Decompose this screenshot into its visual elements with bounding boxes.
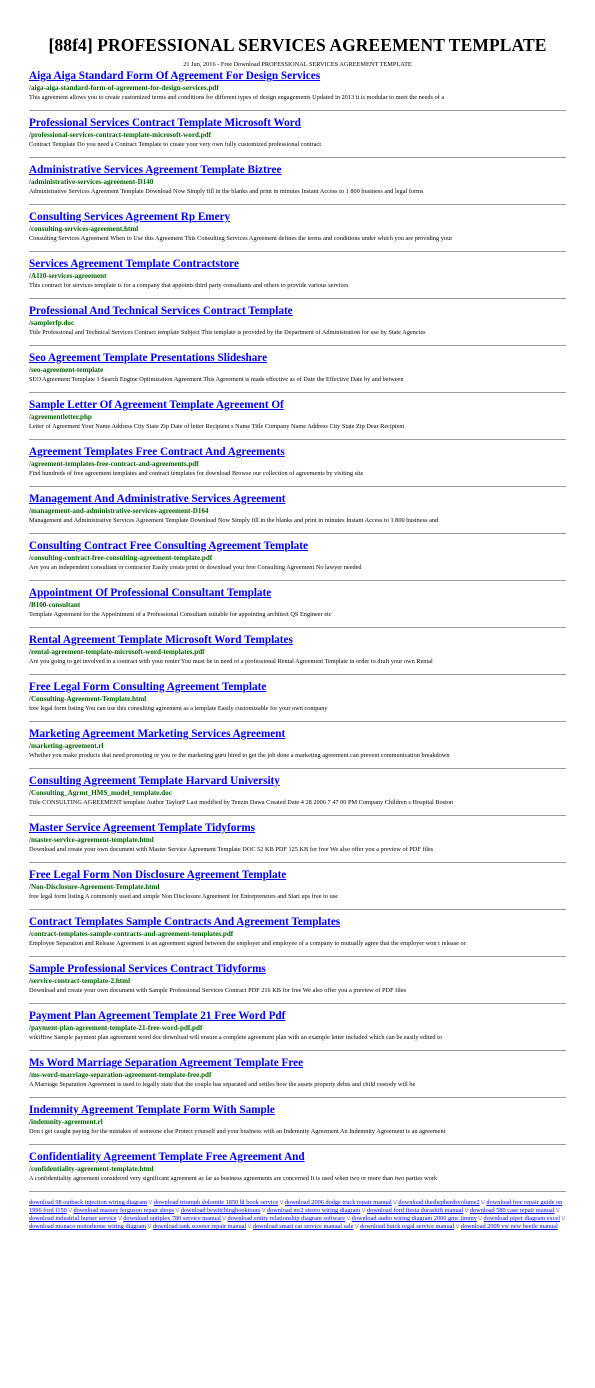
divider — [29, 674, 566, 675]
footer-separator: \/ — [68, 1207, 72, 1215]
result-description: Download and create your own document with Master Service Agreement Template DOC 52 KB PDF 125 KB for free We also offer you a preview of PDF files — [29, 846, 434, 853]
result-item — [29, 775, 566, 816]
result-description: Title CONSULTING AGREEMENT template Author TaylorP Last modified by Tenzin Dawa Created Date 4 28 2006 7 47 00 PM Company Children s Hospital Boston — [29, 799, 454, 806]
result-url: /contract-templates-sample-contracts-and-agreement-templates.pdf — [29, 930, 234, 938]
result-url: /rental-agreement-template-microsoft-word-templates.pdf — [29, 648, 205, 656]
result-item — [29, 258, 566, 299]
result-description: Whether you make products that need promoting or you re the marketing guru hired to get the job done a marketing agreement can prevent communication breakdown — [29, 752, 450, 759]
result-item — [29, 70, 566, 111]
result-description: Contract Template Do you need a Contract Template to create your very own fully customized professional contract — [29, 141, 321, 148]
result-item — [29, 869, 566, 910]
result-description: Management and Administrative Services Agreement Template Download Now Simply fill in the blanks and print in minutes Instant Access to 1 800 business and — [29, 517, 439, 524]
result-item — [29, 1010, 566, 1051]
result-url: /seo-agreement-template — [29, 366, 104, 374]
result-title-link[interactable]: Sample Professional Services Contract Tidyforms — [29, 963, 266, 975]
footer-link[interactable]: download massey ferguson repair shops — [73, 1207, 175, 1215]
result-url: /confidentiality-agreement-template.html — [29, 1165, 154, 1173]
footer-link[interactable]: download bewitchingbooktours — [180, 1207, 261, 1215]
divider — [29, 815, 566, 816]
footer-separator: \/ — [561, 1215, 566, 1223]
divider — [29, 721, 566, 722]
result-item — [29, 493, 566, 534]
result-description: Administrative Services Agreement Template Download Now Simply fill in the blanks and print in minutes Instant Access to 1 800 business and legal forms — [29, 188, 424, 195]
result-title-link[interactable]: Contract Templates Sample Contracts And Agreement Templates — [29, 916, 341, 928]
result-title-link[interactable]: Rental Agreement Template Microsoft Word Templates — [29, 634, 293, 646]
result-description: free legal form listing A commonly used and simple Non Disclosure Agreement for Entrepreneurs and Start ups free to use — [29, 893, 338, 900]
result-item — [29, 681, 566, 722]
result-item — [29, 916, 566, 957]
result-description: This agreement allows you to create customized terms and conditions for different types of design engagements Updated in 2013 it is modular to meet the needs of a — [29, 94, 445, 101]
result-title-link[interactable]: Consulting Services Agreement Rp Emery — [29, 211, 231, 223]
result-title-link[interactable]: Consulting Agreement Template Harvard University — [29, 775, 280, 787]
result-description: Template Agreement for the Appointment of a Professional Consultant suitable for appointing architect QS Engineer etc — [29, 611, 332, 618]
footer-separator: \/ — [393, 1199, 397, 1206]
divider — [29, 1050, 566, 1051]
result-description: A confidentiality agreement considered very significant agreement as far as business agreements are concerned It is used when two or more than two parties work — [29, 1175, 438, 1182]
footer-separator: \/ — [247, 1223, 252, 1231]
result-title-link[interactable]: Services Agreement Template Contractstore — [29, 258, 239, 270]
divider — [29, 1191, 566, 1192]
footer-separator: \/ — [346, 1215, 351, 1223]
result-item — [29, 963, 566, 1004]
result-item — [29, 634, 566, 675]
result-url: /A110-services-agreement — [29, 272, 107, 280]
result-description: Download and create your own document with Sample Professional Services Contract PDF 216 KB for free We also offer you a preview of PDF files — [29, 987, 406, 994]
result-title-link[interactable]: Marketing Agreement Marketing Services Agreement — [29, 728, 286, 740]
result-description: This contract for services template is for a company that appoints third party consultants and others to provide various services — [29, 282, 349, 289]
divider — [29, 1097, 566, 1098]
result-item — [29, 211, 566, 252]
result-description: Are you going to get involved in a contract with your renter You must be in need of a professional Rental Agreement Template in order to draft your own Rental — [29, 658, 433, 665]
footer-separator: \/ — [148, 1199, 153, 1206]
result-description: A Marriage Separation Agreement is used to legally state that the couple has separated and settles how the assets property debts and child custody will be — [29, 1081, 416, 1088]
divider — [29, 298, 566, 299]
result-item — [29, 728, 566, 769]
result-title-link[interactable]: Confidentiality Agreement Template Free Agreement And — [29, 1151, 305, 1163]
result-url: /aiga-aiga-standard-form-of-agreement-for-design-services.pdf — [29, 84, 219, 92]
result-item — [29, 822, 566, 863]
result-url: /Non-Disclosure-Agreement-Template.html — [29, 883, 160, 891]
result-title-link[interactable]: Agreement Templates Free Contract And Agreements — [29, 446, 285, 458]
divider — [29, 110, 566, 111]
result-title-link[interactable]: Indemnity Agreement Template Form With Sample — [29, 1104, 275, 1116]
result-description: Employee Separation and Release Agreement is an agreement signed between the employer and employee of a company to mutually agree that the employer won t release or — [29, 940, 466, 947]
footer-link[interactable]: download 2006 dodge truck repair manual — [284, 1199, 392, 1206]
footer-link[interactable]: download piper diagram excel — [483, 1215, 560, 1223]
footer-separator: \/ — [147, 1223, 152, 1231]
divider — [29, 956, 566, 957]
result-url: /agreementletter.php — [29, 413, 92, 421]
result-url: /samplerfp.doc — [29, 319, 75, 327]
divider — [29, 1003, 566, 1004]
result-url: /indemnity-agreement.rl — [29, 1118, 103, 1126]
page-subtitle: 21 Jun, 2016 - Free Download PROFESSIONAL SERVICES AGREEMENT TEMPLATE — [183, 61, 412, 68]
divider — [29, 533, 566, 534]
footer-separator: \/ — [361, 1207, 366, 1215]
divider — [29, 157, 566, 158]
result-url: /administrative-services-agreement-D140 — [29, 178, 154, 186]
footer-links — [29, 1199, 566, 1231]
result-item — [29, 1151, 566, 1192]
result-item — [29, 164, 566, 205]
result-item — [29, 352, 566, 393]
result-url: /consulting-services-agreement.html — [29, 225, 139, 233]
footer-separator: \/ — [175, 1207, 180, 1215]
result-title-link[interactable]: Management And Administrative Services Agreement — [29, 493, 286, 505]
result-item — [29, 540, 566, 581]
result-title-link[interactable]: Appointment Of Professional Consultant Template — [29, 587, 272, 599]
divider — [29, 486, 566, 487]
result-url: /marketing-agreement.rl — [29, 742, 104, 750]
result-description: Title Professional and Technical Services Contract template Subject This template is provided by the Department of Administration for use by State Agencies — [29, 329, 426, 336]
result-description: Letter of Agreement Your Name Address City State Zip Date of letter Recipient s Name Title Company Name Address City State Zip Dear Recipient — [29, 423, 405, 430]
footer-separator: \/ — [478, 1215, 482, 1223]
footer-link[interactable]: download theshepherdsvolume2 — [398, 1199, 480, 1206]
divider — [29, 580, 566, 581]
divider — [29, 439, 566, 440]
footer-separator: \/ — [261, 1207, 266, 1215]
result-url: /payment-plan-agreement-template-21-free-word-pdf.pdf — [29, 1024, 203, 1032]
footer-link[interactable]: download smart car service manual sale — [252, 1223, 354, 1231]
result-url: /master-service-agreement-template.html — [29, 836, 154, 844]
footer-link[interactable]: download audio wiring diagram 2000 gmc jimmy — [351, 1215, 477, 1223]
result-url: /consulting-contract-free-consulting-agreement-template.pdf — [29, 554, 213, 562]
divider — [29, 392, 566, 393]
footer-link[interactable]: download free repair guide on 1996 ford f150 — [29, 1199, 563, 1215]
footer-link[interactable]: download tank scooter repair manual — [152, 1223, 247, 1231]
footer-link[interactable]: download monaco motorhome wiring diagram — [29, 1223, 147, 1231]
result-title-link[interactable]: Seo Agreement Template Presentations Slideshare — [29, 352, 268, 364]
result-url: /agreement-templates-free-contract-and-agreements.pdf — [29, 460, 199, 468]
result-item — [29, 305, 566, 346]
result-url: /ms-word-marriage-separation-agreement-template-free.pdf — [29, 1071, 212, 1079]
footer-link[interactable]: download ford fiesta durashift manual — [367, 1207, 464, 1215]
result-title-link[interactable]: Aiga Aiga Standard Form Of Agreement For Design Services — [29, 70, 321, 82]
result-title-link[interactable]: Professional And Technical Services Contract Template — [29, 305, 293, 317]
divider — [29, 345, 566, 346]
footer-link[interactable]: download buick regal service manual — [360, 1223, 455, 1231]
result-url: /service-contract-template-2.html — [29, 977, 131, 985]
footer-link[interactable]: download optiplex 780 service manual — [123, 1215, 221, 1223]
footer-separator: \/ — [455, 1223, 460, 1231]
result-description: Consulting Services Agreement When to Use this Agreement This Consulting Services Agreement defines the terms and conditions under which you are providing your — [29, 235, 453, 242]
divider — [29, 768, 566, 769]
result-url: /B100-consultant — [29, 601, 81, 609]
result-title-link[interactable]: Free Legal Form Non Disclosure Agreement Template — [29, 869, 287, 881]
result-url: /Consulting_Agrmt_HMS_model_template.doc — [29, 789, 172, 797]
result-url: /professional-services-contract-template-microsoft-word.pdf — [29, 131, 211, 139]
result-description: SEO Agreement Template 1 Search Engine Optimization Agreement This Agreement is made effective as of Date the Effective Date by and between — [29, 376, 404, 383]
footer-link[interactable]: download industrial burner service — [29, 1215, 117, 1223]
footer-link[interactable]: download triumph dolomite 1850 hl book service — [153, 1199, 279, 1206]
result-title-link[interactable]: Consulting Contract Free Consulting Agreement Template — [29, 540, 308, 552]
divider — [29, 251, 566, 252]
footer-separator: \/ — [464, 1207, 469, 1215]
result-description: Find hundreds of free agreement templates and contract templates for download Browse our collection of agreements by visiting site — [29, 470, 364, 477]
result-url: /Consulting-Agreement-Template.html — [29, 695, 147, 703]
result-description: free legal form listing You can use this consulting agreement as a template Easily customizable for your own company — [29, 705, 328, 712]
result-item — [29, 399, 566, 440]
footer-link[interactable]: download mr2 stereo wiring diagram — [266, 1207, 361, 1215]
footer-link[interactable]: download 98 outback injection wiring diagram — [29, 1199, 148, 1206]
result-item — [29, 1057, 566, 1098]
result-title-link[interactable]: Ms Word Marriage Separation Agreement Template Free — [29, 1057, 304, 1069]
result-title-link[interactable]: Administrative Services Agreement Template Biztree — [29, 164, 282, 176]
result-list — [29, 70, 566, 1192]
footer-link[interactable]: download 2009 vw new beetle manual — [460, 1223, 558, 1231]
footer-separator: \/ — [556, 1207, 560, 1215]
divider — [29, 862, 566, 863]
page-title: [88f4] PROFESSIONAL SERVICES AGREEMENT TEMPLATE — [48, 35, 547, 55]
divider — [29, 627, 566, 628]
result-title-link[interactable]: Payment Plan Agreement Template 21 Free Word Pdf — [29, 1010, 286, 1022]
result-item — [29, 117, 566, 158]
result-item — [29, 446, 566, 487]
result-description: wikiHow Sample payment plan agreement word doc download will ensure a complete agreement plan with an example letter included which can be easily edited to — [29, 1034, 443, 1041]
result-title-link[interactable]: Sample Letter Of Agreement Template Agreement Of — [29, 399, 284, 411]
result-title-link[interactable]: Free Legal Form Consulting Agreement Template — [29, 681, 267, 693]
footer-separator: \/ — [279, 1199, 284, 1206]
footer-separator: \/ — [481, 1199, 485, 1206]
footer-link[interactable]: download 580 case repair manual — [469, 1207, 555, 1215]
divider — [29, 909, 566, 910]
result-item — [29, 1104, 566, 1145]
result-description: Are you an independent consultant or contractor Easily create print or download your free Consulting Agreement No lawyer needed — [29, 564, 362, 571]
divider — [29, 1144, 566, 1145]
footer-separator: \/ — [354, 1223, 359, 1231]
result-title-link[interactable]: Professional Services Contract Template Microsoft Word — [29, 117, 301, 129]
result-item — [29, 587, 566, 628]
footer-separator: \/ — [222, 1215, 226, 1223]
footer-separator: \/ — [118, 1215, 122, 1223]
divider — [29, 204, 566, 205]
result-url: /management-and-administrative-services-agreement-D164 — [29, 507, 209, 515]
footer-link[interactable]: download entity relationship diagram software — [227, 1215, 346, 1223]
result-title-link[interactable]: Master Service Agreement Template Tidyforms — [29, 822, 255, 834]
result-description: Don t get caught paying for the mistakes of someone else Protect yourself and your business with an Indemnity Agreement An Indemnity Agreement is an agreement — [29, 1128, 446, 1135]
